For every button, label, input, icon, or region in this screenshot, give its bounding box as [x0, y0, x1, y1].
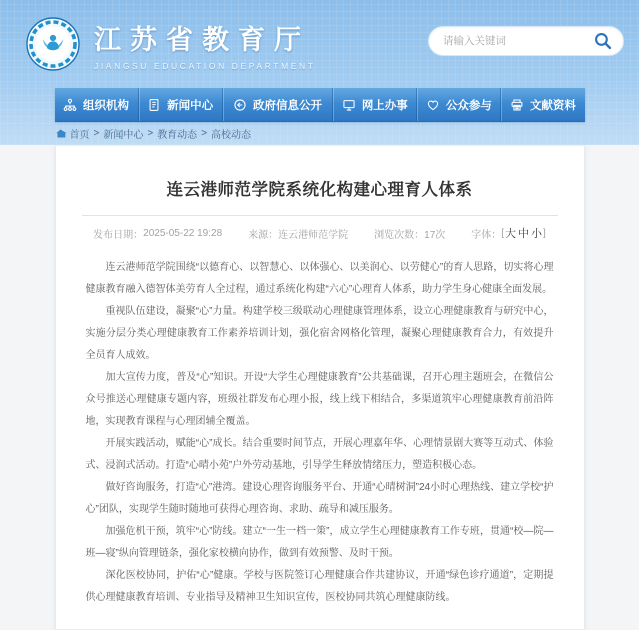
article-paragraph: 开展实践活动，赋能“心”成长。结合重要时间节点，开展心理嘉年华、心理情景剧大赛等互动式、体验式、浸润式活动。打造“心晴小苑”户外劳动基地，引导学生释放情绪压力，塑造积极心态。 — [85, 438, 554, 471]
info-disclosure-icon — [233, 98, 247, 112]
article-card — [55, 145, 585, 630]
main-nav — [55, 88, 585, 122]
heart-icon — [426, 98, 440, 112]
breadcrumb-item-news-center[interactable]: 新闻中心 — [103, 130, 144, 141]
article-paragraph: 连云港师范学院围绕“以德育心、以智慧心、以体强心、以美润心、以劳健心”的育人思路，切实将心理健康教育融入德智体美劳育人全过程，通过系统化构建“六心”心理育人体系，助力学生身心健康全面发展。 — [85, 262, 554, 295]
nav-item-organization[interactable] — [55, 88, 139, 121]
nav-item-label: 组织机构 — [83, 99, 130, 112]
site-header — [0, 0, 639, 145]
news-icon — [147, 98, 161, 112]
site-title: 江苏省教育厅 — [94, 24, 310, 55]
monitor-icon — [342, 98, 356, 112]
site-subtitle: JIANGSU EDUCATION DEPARTMENT — [94, 60, 316, 71]
home-icon[interactable] — [55, 128, 66, 139]
archive-icon — [510, 98, 524, 112]
font-size-large[interactable]: 大 — [505, 228, 517, 240]
breadcrumb-separator: > — [147, 128, 154, 139]
article-body — [86, 253, 554, 609]
nav-item-label: 文献资料 — [529, 99, 576, 112]
education-department-logo-icon — [26, 17, 80, 71]
font-size-control: 字体： [ 大 中 小 ] — [471, 225, 546, 241]
nav-item-label: 网上办事 — [361, 99, 408, 112]
nav-item-news-center[interactable] — [139, 88, 223, 121]
nav-item-documents[interactable] — [501, 88, 584, 121]
nav-item-label: 公众参与 — [445, 99, 492, 112]
breadcrumb-item-university-news[interactable]: 高校动态 — [211, 130, 252, 141]
publish-date: 发布日期： 2025-05-22 19:28 — [93, 227, 223, 241]
article-source: 来源： 连云港师范学院 — [248, 229, 349, 241]
view-count: 浏览次数： 17次 — [374, 229, 446, 241]
nav-item-label: 新闻中心 — [167, 99, 214, 112]
search-button[interactable] — [593, 31, 613, 51]
article-paragraph: 重视队伍建设，凝聚“心”力量。构建学校三级联动心理健康管理体系，设立心理健康教育与研究中心，实施分层分类心理健康教育工作素养培训计划，强化宿舍网格化管理，凝聚心理健康教育合力，有效提升全员育人成效。 — [85, 306, 554, 361]
nav-item-gov-info-disclosure[interactable] — [223, 88, 334, 121]
font-size-medium[interactable]: 中 — [518, 228, 530, 240]
org-chart-icon — [63, 98, 77, 112]
article-meta — [86, 216, 554, 253]
breadcrumb — [55, 126, 585, 141]
article-paragraph: 加强危机干预，筑牢“心”防线。建立“一生一档一策”，成立学生心理健康教育工作专班，贯通“校—院—班—寝”纵向管理链条，强化家校横向协作，做到有效预警、及时干预。 — [85, 526, 554, 559]
search-input[interactable] — [443, 35, 593, 47]
nav-item-public-participation[interactable] — [417, 88, 501, 121]
nav-item-online-services[interactable] — [333, 88, 417, 121]
site-logo[interactable] — [26, 17, 80, 71]
article-paragraph: 加大宣传力度，普及“心”知识。开设“大学生心理健康教育”公共基础课，召开心理主题班会，在微信公众号推送心理健康专题内容，班级社群发布心理小报，线上线下相结合，多渠道筑牢心理健康教育前沿阵地，实现教育课程与心理团辅全覆盖。 — [85, 372, 554, 427]
article-paragraph: 深化医校协同，护佑“心”健康。学校与医院签订心理健康合作共建协议，开通“绿色诊疗通道”，定期提供心理健康教育培训、专业指导及精神卫生知识宣传，医校协同共筑心理健康防线。 — [85, 570, 554, 603]
font-size-small[interactable]: 小 — [531, 228, 543, 240]
nav-item-label: 政府信息公开 — [252, 99, 322, 112]
search-icon — [593, 31, 613, 51]
breadcrumb-separator: > — [201, 128, 208, 139]
article-paragraph: 做好咨询服务，打造“心”港湾。建设心理咨询服务平台、开通“心晴树洞”24小时心理热线、建立学校“护心”团队，实现学生随时随地可获得心理咨询、求助、疏导和减压服务。 — [85, 482, 554, 515]
breadcrumb-item-home[interactable]: 首页 — [69, 130, 90, 141]
article-title: 连云港师范学院系统化构建心理育人体系 — [166, 181, 473, 199]
search-box — [428, 26, 624, 56]
breadcrumb-separator: > — [93, 128, 100, 139]
breadcrumb-row — [0, 122, 639, 145]
breadcrumb-item-education-news[interactable]: 教育动态 — [157, 130, 198, 141]
